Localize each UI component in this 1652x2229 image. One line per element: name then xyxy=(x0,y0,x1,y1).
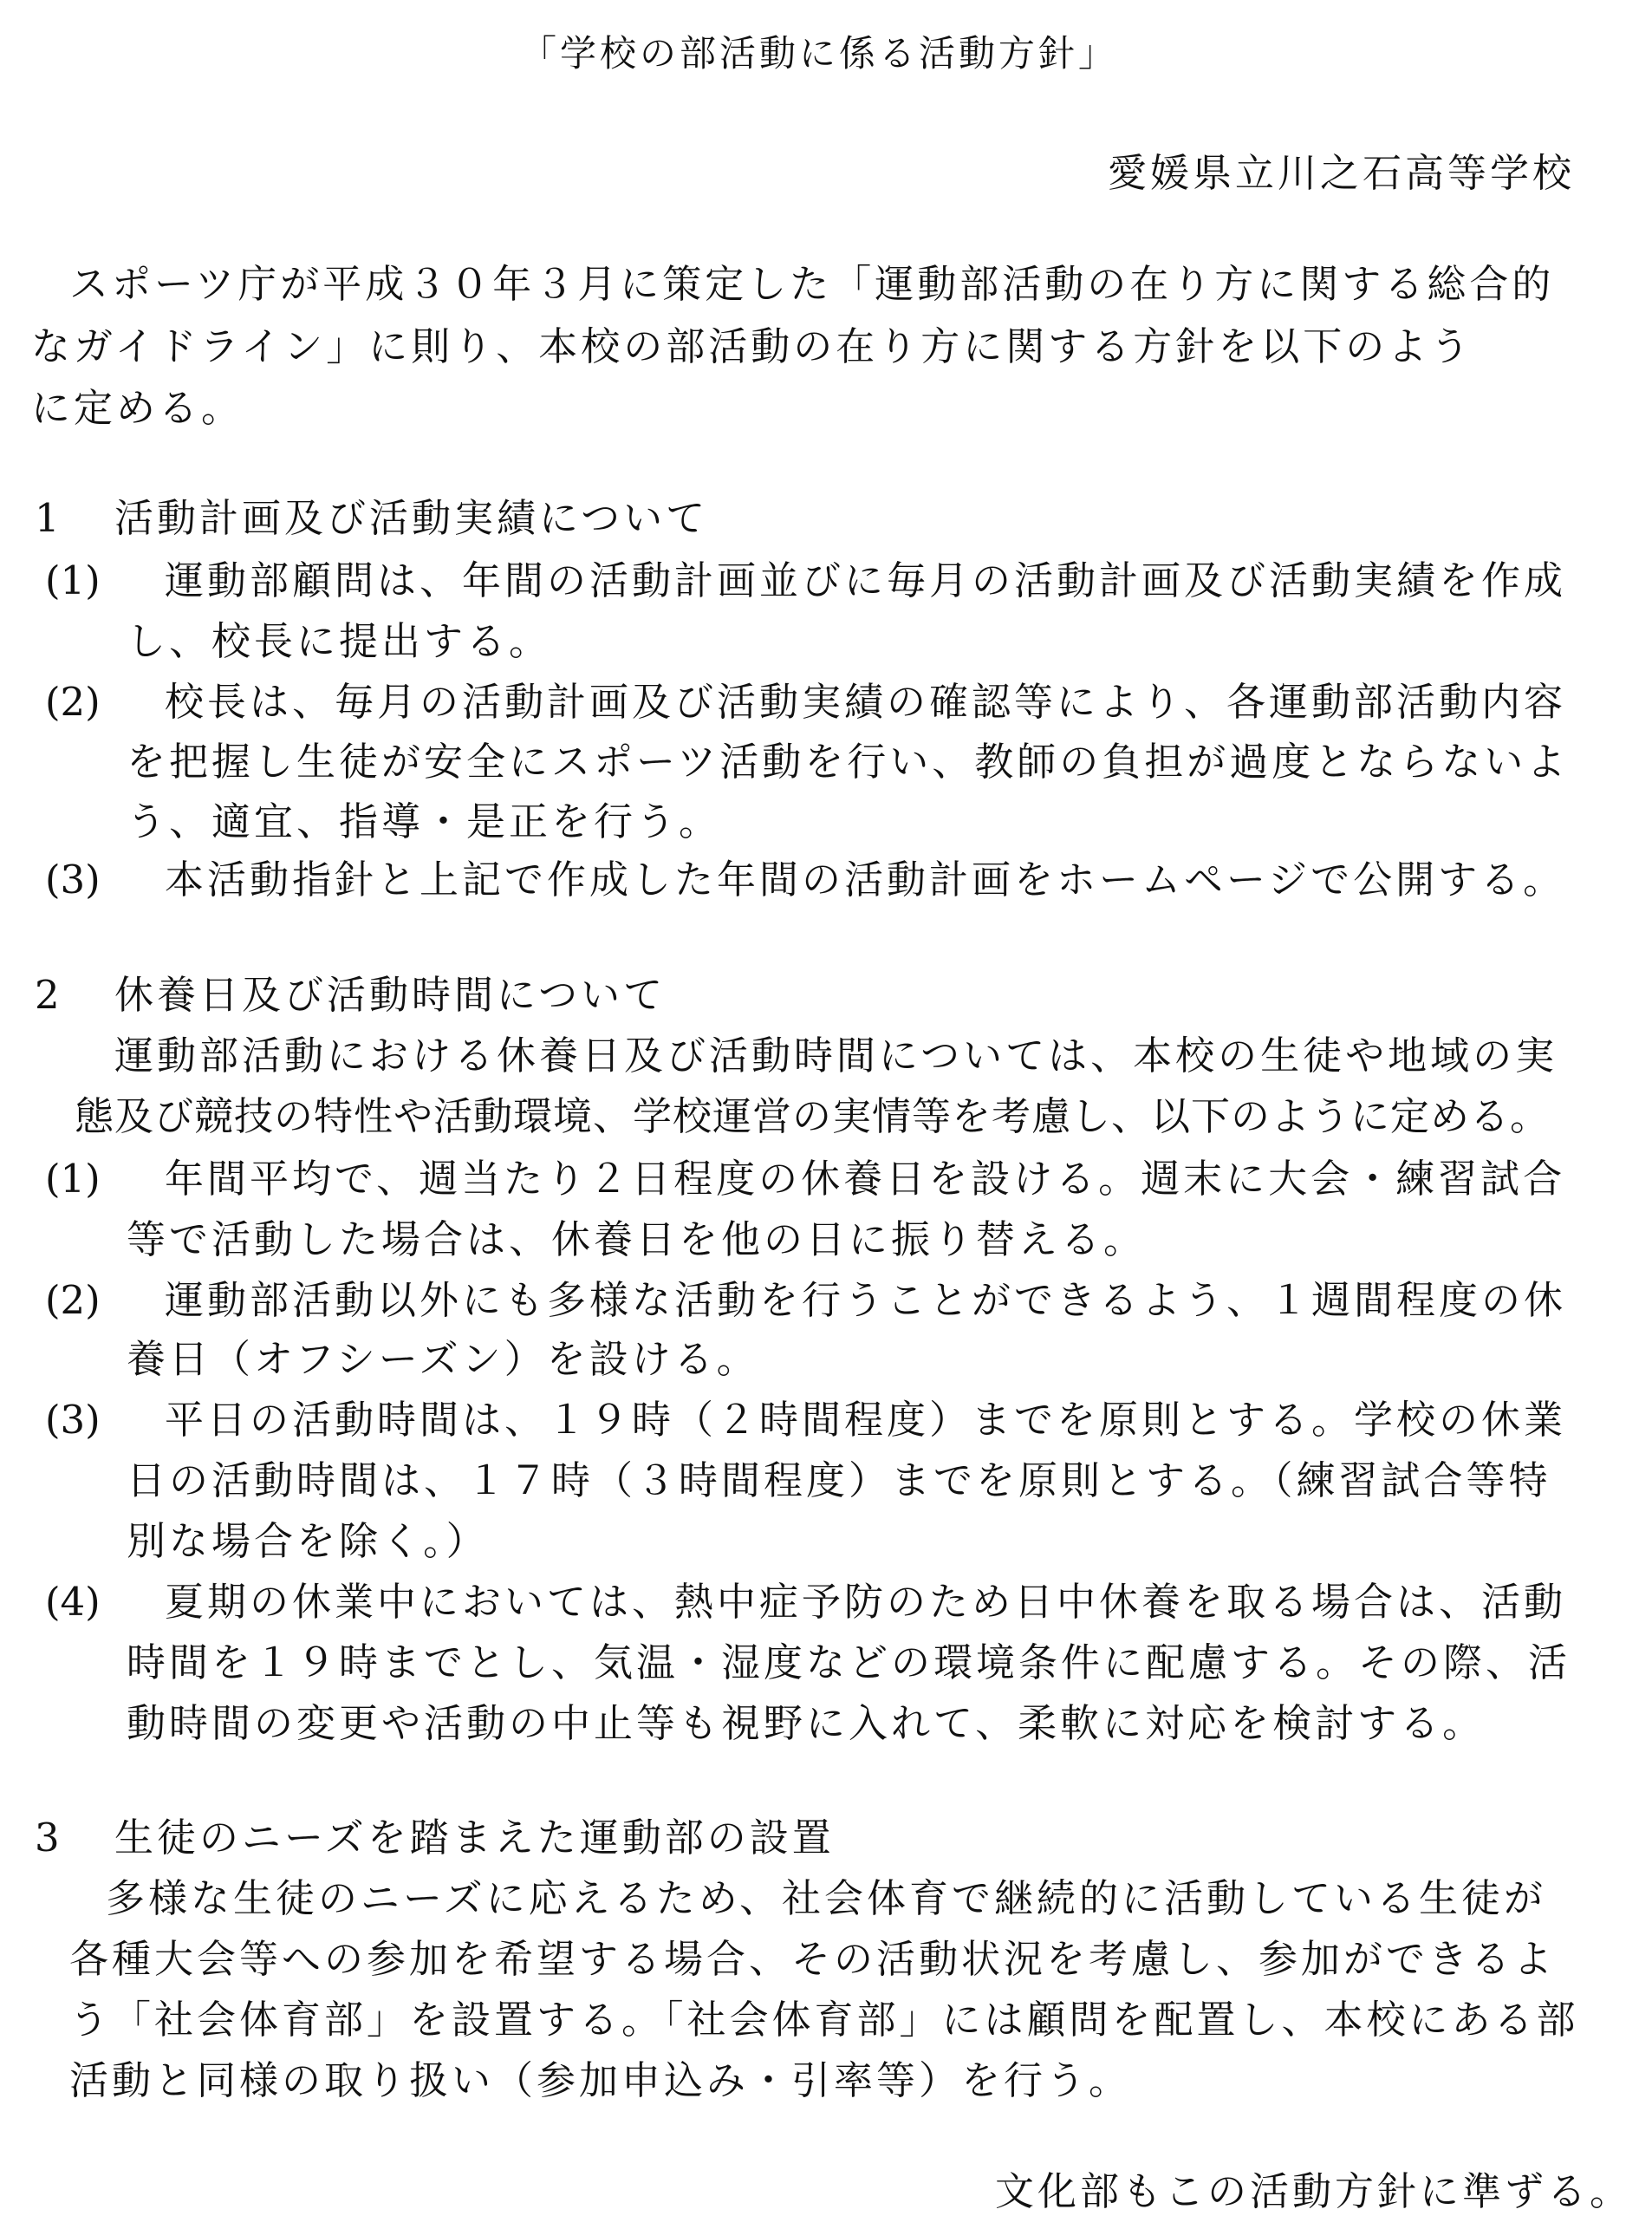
section-number: 1 xyxy=(35,495,60,541)
item-line: う、適宜、指導・是正を行う。 xyxy=(127,798,722,844)
item-line: 年間平均で、週当たり２日程度の休養日を設ける。週末に大会・練習試合 xyxy=(165,1156,1566,1202)
section-intro-line: 態及び競技の特性や活動環境、学校運営の実情等を考慮し、以下のように定める。 xyxy=(75,1093,1551,1139)
school-name: 愛媛県立川之石高等学校 xyxy=(1108,150,1576,196)
item-line: 本活動指針と上記で作成した年間の活動計画をホームページで公開する。 xyxy=(165,857,1566,903)
item-line: 時間を１９時までとし、気温・湿度などの環境条件に配慮する。その際、活 xyxy=(127,1639,1571,1685)
item-label: (4) xyxy=(45,1579,101,1625)
section-intro-line: う「社会体育部」を設置する。「社会体育部」には顧問を配置し、本校にある部 xyxy=(69,1997,1579,2043)
item-line: 等で活動した場合は、休養日を他の日に振り替える。 xyxy=(127,1216,1147,1262)
item-line: を把握し生徒が安全にスポーツ活動を行い、教師の負担が過度とならないよ xyxy=(127,739,1570,785)
section-intro-line: 活動と同様の取り扱い（参加申込み・引率等）を行う。 xyxy=(69,2057,1132,2103)
item-line: 日の活動時間は、１７時（３時間程度）までを原則とする。（練習試合等特 xyxy=(127,1457,1551,1503)
item-label: (2) xyxy=(45,679,101,725)
item-line: 運動部顧問は、年間の活動計画並びに毎月の活動計画及び活動実績を作成 xyxy=(165,557,1567,603)
section-intro-line: 多様な生徒のニーズに応えるため、社会体育で継続的に活動している生徒が xyxy=(106,1875,1546,1921)
section-heading: 生徒のニーズを踏まえた運動部の設置 xyxy=(114,1815,835,1861)
item-line: 運動部活動以外にも多様な活動を行うことができるよう、１週間程度の休 xyxy=(165,1277,1567,1323)
item-line: 別な場合を除く。） xyxy=(127,1518,489,1564)
item-label: (1) xyxy=(45,1156,101,1202)
item-line: 養日（オフシーズン）を設ける。 xyxy=(127,1336,759,1382)
item-line: 夏期の休業中においては、熱中症予防のため日中休養を取る場合は、活動 xyxy=(165,1579,1567,1625)
intro-line: に定める。 xyxy=(31,385,244,431)
section-number: 2 xyxy=(35,972,60,1018)
section-intro-line: 運動部活動における休養日及び活動時間については、本校の生徒や地域の実 xyxy=(114,1033,1558,1079)
section-heading: 活動計画及び活動実績について xyxy=(114,495,709,541)
item-line: 校長は、毎月の活動計画及び活動実績の確認等により、各運動部活動内容 xyxy=(165,679,1567,725)
item-label: (2) xyxy=(45,1277,101,1323)
intro-line: スポーツ庁が平成３０年３月に策定した「運動部活動の在り方に関する総合的 xyxy=(69,261,1555,307)
closing-note: 文化部もこの活動方針に準ずる。 xyxy=(995,2168,1633,2214)
item-label: (1) xyxy=(45,557,101,603)
document-title: 「学校の部活動に係る活動方針」 xyxy=(520,32,1119,75)
item-line: し、校長に提出する。 xyxy=(127,618,552,664)
section-heading: 休養日及び活動時間について xyxy=(114,972,667,1018)
section-number: 3 xyxy=(35,1815,60,1861)
item-line: 平日の活動時間は、１９時（２時間程度）までを原則とする。学校の休業 xyxy=(165,1397,1567,1443)
section-intro-line: 各種大会等への参加を希望する場合、その活動状況を考慮し、参加ができるよ xyxy=(69,1936,1557,1982)
item-label: (3) xyxy=(45,857,101,903)
item-label: (3) xyxy=(45,1397,101,1443)
item-line: 動時間の変更や活動の中止等も視野に入れて、柔軟に対応を検討する。 xyxy=(127,1700,1486,1746)
intro-line: なガイドライン」に則り、本校の部活動の在り方に関する方針を以下のよう xyxy=(31,323,1473,369)
